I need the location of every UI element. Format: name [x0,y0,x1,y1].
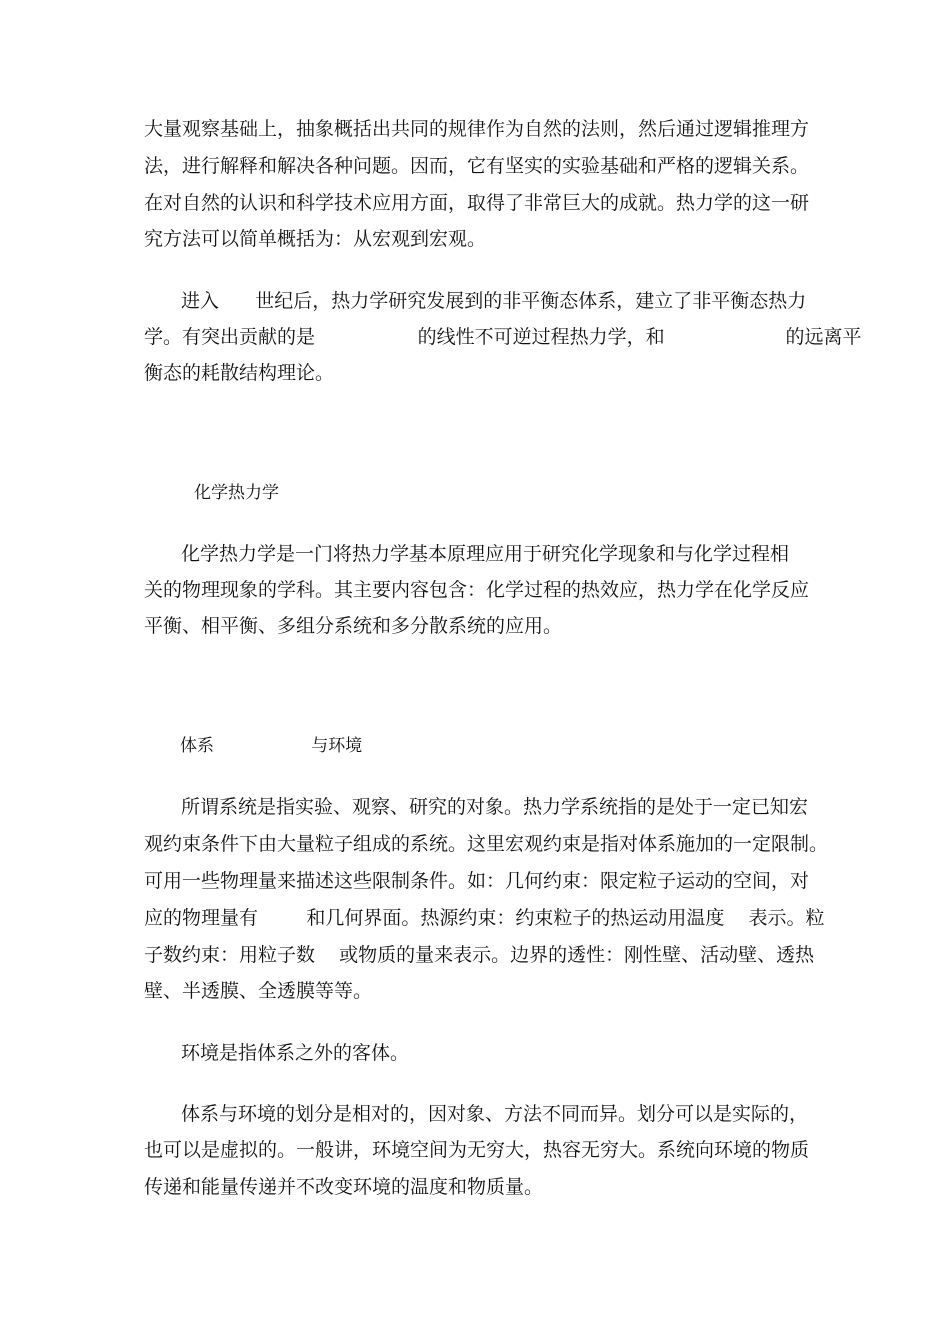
para4-line-5: 子数约束：用粒子数 或物质的量来表示。边界的透性：刚性壁、活动壁、透热 [144,944,815,966]
para3-line-3: 平衡、相平衡、多组分系统和多分散系统的应用。 [144,615,563,637]
para4-line-2: 观约束条件下由大量粒子组成的系统。这里宏观约束是指对体系施加的一定限制。 [144,833,829,855]
para6-line-2: 也可以是虚拟的。一般讲，环境空间为无穷大，热容无穷大。系统向环境的物质 [144,1139,810,1161]
heading-chemical-thermodynamics: 化学热力学 [194,483,279,503]
para1-line-3: 在对自然的认识和科学技术应用方面，取得了非常巨大的成就。热力学的这一研 [144,192,810,214]
para1-line-1: 大量观察基础上，抽象概括出共同的规律作为自然的法则，然后通过逻辑推理方 [144,118,810,140]
heading-system-environment: 体系 与环境 [180,736,363,756]
para1-line-2: 法，进行解释和解决各种问题。因而，它有坚实的实验基础和严格的逻辑关系。 [144,155,810,177]
para4-line-6: 壁、半透膜、全透膜等等。 [144,980,373,1002]
para2-line-3: 衡态的耗散结构理论。 [144,362,335,384]
para4-line-4: 应的物理量有 和几何界面。热源约束：约束粒子的热运动用温度 表示。粒 [144,907,825,929]
para3-line-1: 化学热力学是一门将热力学基本原理应用于研究化学现象和与化学过程相 [181,543,790,565]
para4-line-3: 可用一些物理量来描述这些限制条件。如：几何约束：限定粒子运动的空间，对 [144,870,810,892]
para2-line-2: 学。有突出贡献的是 的线性不可逆过程热力学，和 的远离平 [144,326,862,348]
para6-line-3: 传递和能量传递并不改变环境的温度和物质量。 [144,1176,544,1198]
para3-line-2: 关的物理现象的学科。其主要内容包含：化学过程的热效应，热力学在化学反应 [144,579,810,601]
para4-line-1: 所谓系统是指实验、观察、研究的对象。热力学系统指的是处于一定已知宏 [181,796,809,818]
para5-line-1: 环境是指体系之外的客体。 [181,1042,410,1064]
para1-line-4: 究方法可以简单概括为：从宏观到宏观。 [144,228,487,250]
para6-line-1: 体系与环境的划分是相对的，因对象、方法不同而异。划分可以是实际的， [181,1103,809,1125]
para2-line-1: 进入 世纪后，热力学研究发展到的非平衡态体系，建立了非平衡态热力 [181,290,807,312]
